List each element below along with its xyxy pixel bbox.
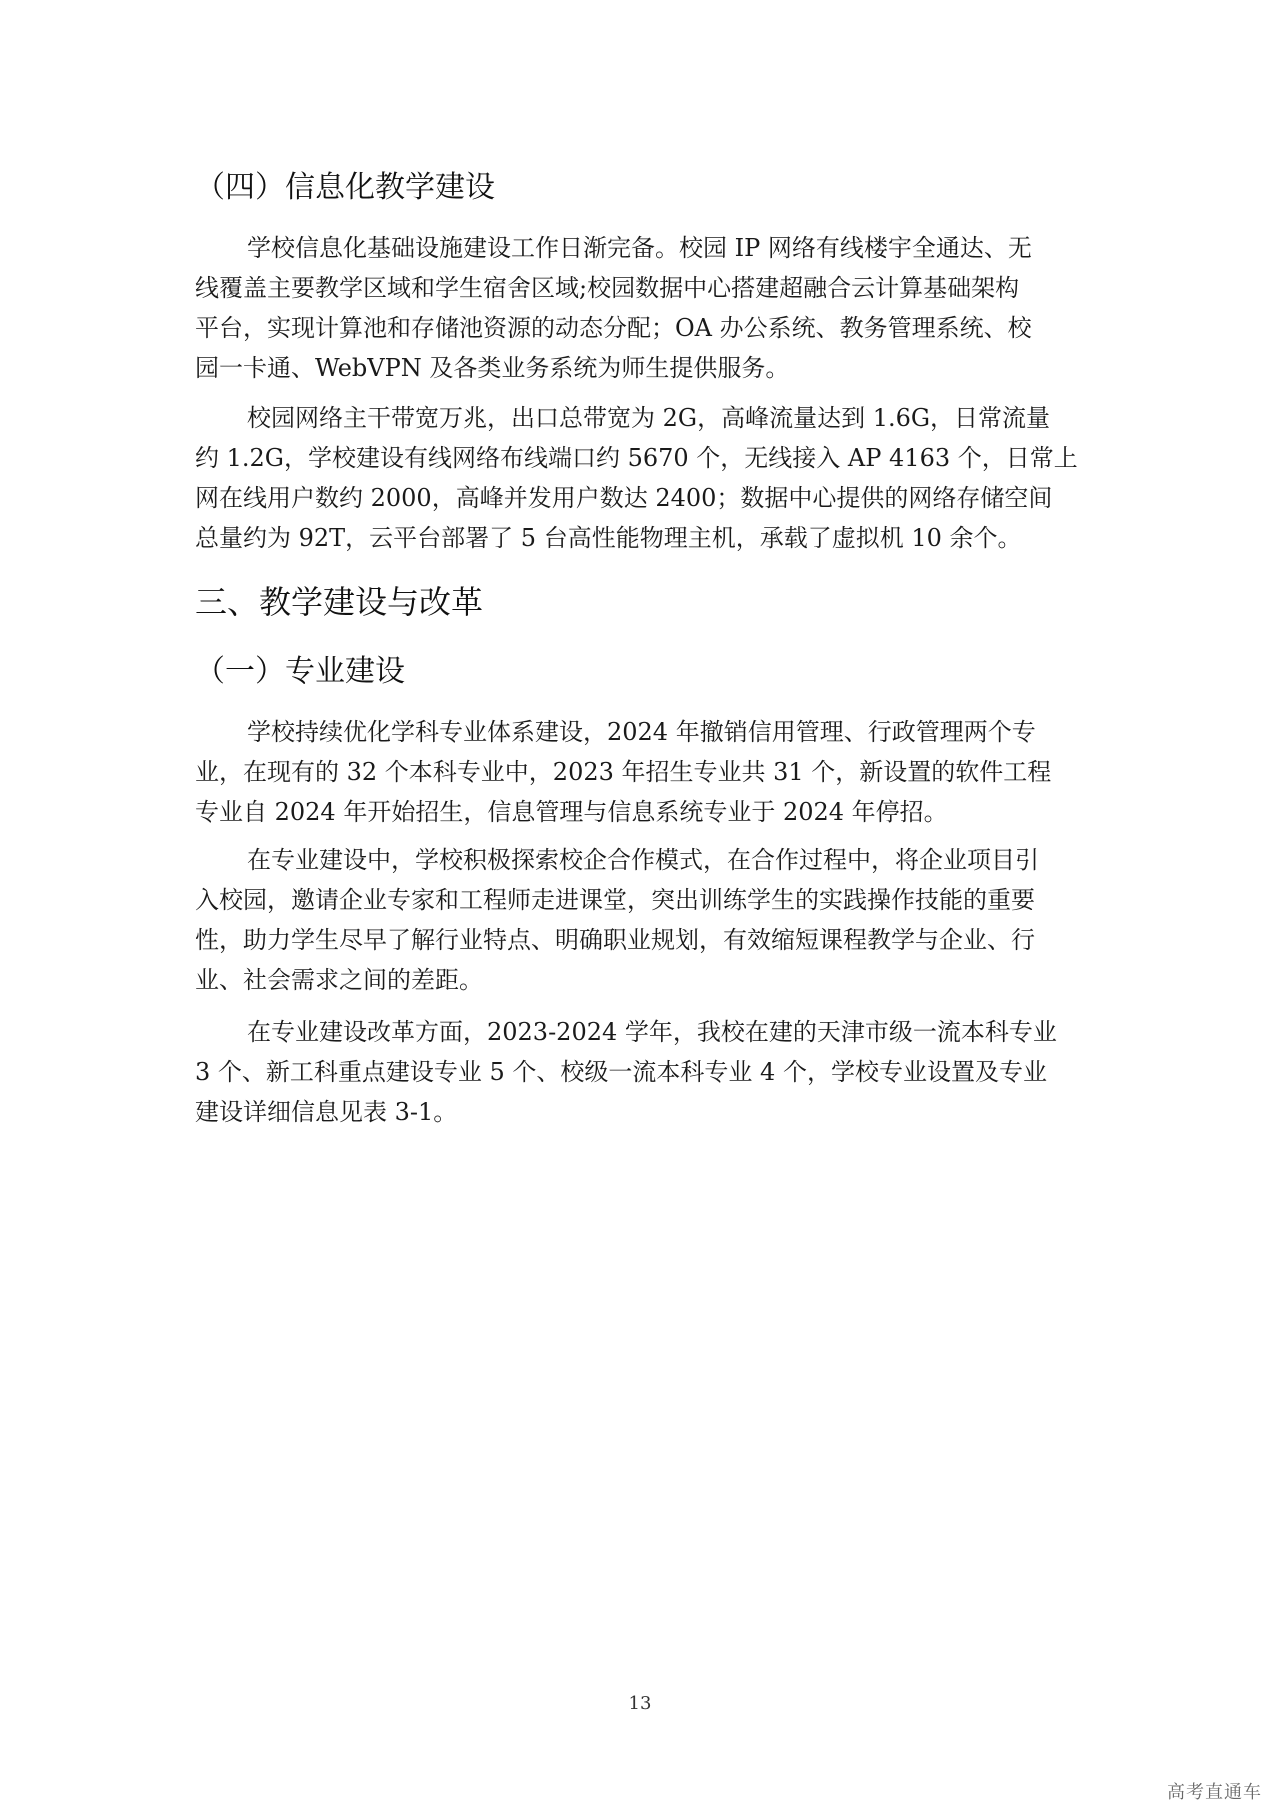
paragraph-line: 线覆盖主要教学区域和学生宿舍区域;校园数据中心搭建超融合云计算基础架构 [195,274,1020,302]
paragraph-discipline-optimization [195,712,1095,832]
paragraph-line: 学校持续优化学科专业体系建设，2024 年撤销信用管理、行政管理两个专 [247,718,1036,746]
paragraph-line: 在专业建设改革方面，2023-2024 学年，我校在建的天津市级一流本科专业 [247,1018,1057,1046]
paragraph-line: 总量约为 92T，云平台部署了 5 台高性能物理主机，承载了虚拟机 10 余个。 [195,524,1022,552]
paragraph-line: 入校园，邀请企业专家和工程师走进课堂，突出训练学生的实践操作技能的重要 [195,886,1035,914]
paragraph-line: 约 1.2G，学校建设有线网络布线端口约 5670 个，无线接入 AP 4163 个，日常上 [195,444,1078,472]
paragraph-line: 平台，实现计算池和存储池资源的动态分配；OA 办公系统、教务管理系统、校 [195,314,1032,342]
paragraph-line: 3 个、新工科重点建设专业 5 个、校级一流本科专业 4 个，学校专业设置及专业 [195,1058,1047,1086]
paragraph-line: 在专业建设中，学校积极探索校企合作模式，在合作过程中，将企业项目引 [247,846,1039,874]
paragraph-line: 性，助力学生尽早了解行业特点、明确职业规划，有效缩短课程教学与企业、行 [195,926,1035,954]
paragraph-line: 业、社会需求之间的差距。 [195,966,483,994]
watermark-text: 高考直通车 [1167,1782,1262,1803]
paragraph-line: 学校信息化基础设施建设工作日渐完备。校园 IP 网络有线楼宇全通达、无 [247,234,1032,262]
chapter-heading-teaching-reform: 三、教学建设与改革 [195,583,484,621]
paragraph-line: 网在线用户数约 2000，高峰并发用户数达 2400；数据中心提供的网络存储空间 [195,484,1053,512]
paragraph-line: 业，在现有的 32 个本科专业中，2023 年招生专业共 31 个，新设置的软件工程 [195,758,1052,786]
paragraph-reform [195,1012,1095,1132]
paragraph-line: 园一卡通、WebVPN 及各类业务系统为师生提供服务。 [195,354,790,382]
paragraph-network-stats [195,398,1095,558]
section-heading-major-construction: （一）专业建设 [195,654,405,689]
paragraph-line: 建设详细信息见表 3-1。 [195,1098,458,1126]
section-heading-informatization: （四）信息化教学建设 [195,170,495,205]
page-number: 13 [628,1693,652,1714]
paragraph-infrastructure [195,228,1095,388]
paragraph-line: 专业自 2024 年开始招生，信息管理与信息系统专业于 2024 年停招。 [195,798,948,826]
paragraph-line: 校园网络主干带宽万兆，出口总带宽为 2G，高峰流量达到 1.6G，日常流量 [247,404,1051,432]
paragraph-school-enterprise [195,840,1095,1000]
